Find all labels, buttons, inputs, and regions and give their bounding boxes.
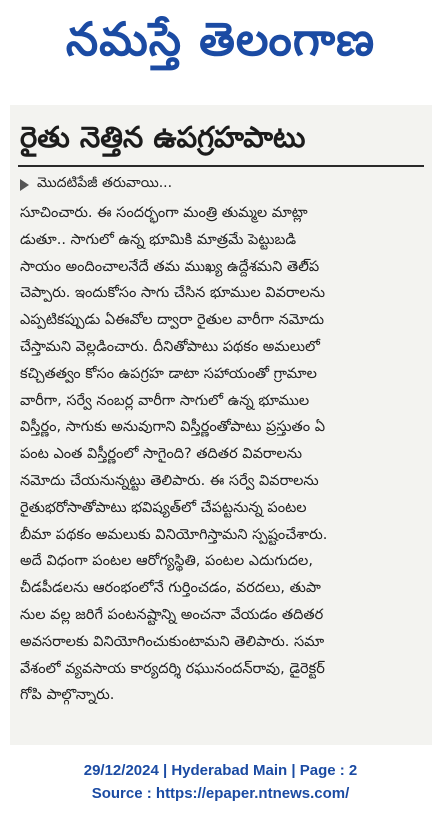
article-line: సూచించారు. ఈ సందర్భంగా మంత్రి తుమ్మల మాట్లా	[20, 205, 308, 221]
article-line: డుతూ.. సాగులో ఉన్న భూమికి మాత్రమే పెట్టుబడి	[20, 231, 297, 248]
continued-from-label: మొదటిపేజీ తరువాయి...	[37, 175, 173, 191]
article-body	[10, 196, 432, 709]
edition-info: 29/12/2024 | Hyderabad Main | Page : 2	[83, 762, 358, 779]
masthead-title: నమస్తే తెలంగాణ	[65, 12, 376, 66]
continuation-marker	[10, 167, 432, 196]
article-line: వారీగా, సర్వే నంబర్ల వారీగా సాగులో ఉన్న భూముల	[20, 392, 310, 409]
article-line: నమోదు చేయనున్నట్టు తెలిపారు. ఈ సర్వే వివరాలను	[20, 472, 319, 489]
arrow-right-icon	[20, 179, 29, 191]
article-line: అదే విధంగా పంటల ఆరోగ్యస్థితి, పంటల ఎదుగుదల,	[20, 553, 313, 570]
newspaper-masthead	[0, 0, 441, 90]
article-headline: రైతు నెత్తిన ఉపగ్రహపాటు	[20, 120, 306, 154]
source-link[interactable]: Source : https://epaper.ntnews.com/	[91, 785, 350, 802]
article-line: పంట ఎంత విస్తీర్ణంలో సాగైంది? తదితర వివరాలను	[20, 446, 302, 463]
article-line: చేస్తామని వెల్లడించారు. దీనితోపాటు పథకం అమలులో	[20, 338, 320, 355]
article-line: సాయం అందించాలనేదే తమ ముఖ్య ఉద్దేశమని తెలి్ప	[20, 258, 320, 275]
article-line: గోపి పాల్గొన్నారు.	[20, 687, 115, 704]
article-clipping	[10, 105, 432, 745]
article-line: చెప్పారు. ఇందుకోసం సాగు చేసిన భూముల వివరాలను	[20, 285, 325, 302]
article-line: చీడపీడలను ఆరంభంలోనే గుర్తించడం, వరదలు, తుపా	[20, 580, 321, 597]
article-line: అవసరాలకు వినియోగించుకుంటామని తెలిపారు. సమా	[20, 633, 325, 650]
article-line: రైతుభరోసాతోపాటు భవిష్యత్‌లో చేపట్టనున్న పంటల	[20, 499, 307, 516]
article-line: వేశంలో వ్యవసాయ కార్యదర్శి రఘునందన్‌రావు, డైరెక్టర్	[20, 660, 325, 677]
article-line: నుల వల్ల జరిగే పంటనష్టాన్ని అంచనా వేయడం తదితర	[20, 606, 324, 623]
article-line: కచ్చితత్వం కోసం ఉపగ్రహ డాటా సహాయంతో గ్రామాల	[20, 365, 317, 382]
article-line: బీమా పథకం అమలుకు వినియోగిస్తామని స్పష్టంచేశారు.	[20, 526, 328, 543]
article-line: ఎప్పటికప్పుడు ఏఈవోల ద్వారా రైతుల వారీగా నమోదు	[20, 312, 324, 329]
article-line: విస్తీర్ణం, సాగుకు అనువుగాని విస్తీర్ణంతోపాటు ప్రస్తుతం ఏ	[20, 419, 326, 436]
